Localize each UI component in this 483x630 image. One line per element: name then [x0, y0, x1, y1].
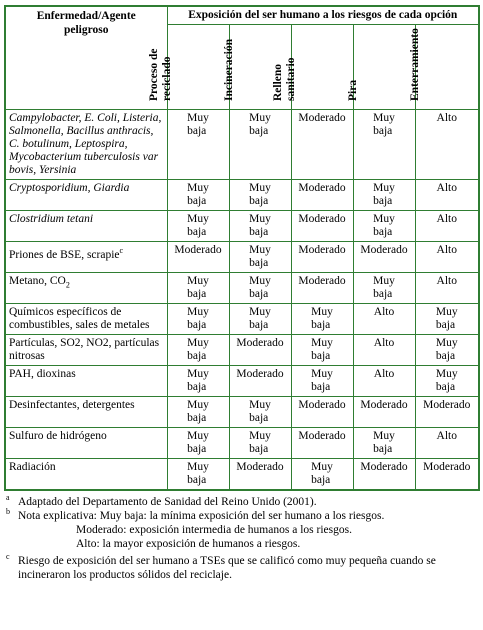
agent-footnote-mark: c	[119, 246, 124, 255]
exposure-value: Muy baja	[311, 461, 333, 486]
table-row	[5, 110, 479, 180]
option-column-header	[271, 25, 353, 110]
exposure-value: Muy baja	[187, 399, 209, 424]
exposure-value: Muy baja	[311, 337, 333, 362]
exposure-cell	[291, 273, 353, 304]
agent-label: PAH, dioxinas	[9, 368, 76, 380]
exposure-cell	[229, 273, 291, 304]
exposure-cell	[229, 304, 291, 335]
exposure-cell	[167, 180, 229, 211]
exposure-cell	[229, 180, 291, 211]
table-row	[5, 366, 479, 397]
option-label-line1: Pira	[346, 79, 359, 101]
option-column-label	[347, 25, 360, 101]
exposure-cell	[291, 242, 353, 273]
agent-label: Químicos específicos de combustibles, sales de metales	[9, 306, 150, 331]
exposure-cell	[291, 304, 353, 335]
table-row	[5, 397, 479, 428]
option-column-label	[223, 25, 236, 101]
exposure-cell	[415, 180, 479, 211]
agent-header-line2: peligroso	[63, 24, 109, 36]
exposure-cell	[291, 110, 353, 180]
agent-column-header	[5, 6, 167, 110]
agent-label: Campylobacter, E. Coli, Listeria, Salmonella, Bacillus anthracis, C. botulinum, Leptospira, Mycobacterium tuberculosis var bovis, Yersinia	[9, 112, 162, 176]
exposure-cell	[229, 110, 291, 180]
option-column-header	[147, 25, 229, 110]
exposure-cell	[415, 242, 479, 273]
exposure-value: Alto	[436, 430, 457, 442]
option-label-line1: Enterramiento	[408, 28, 421, 101]
exposure-cell	[415, 459, 479, 491]
exposure-value: Moderado	[174, 244, 222, 256]
agent-header-line1: Enfermedad/Agente	[36, 10, 136, 22]
agent-cell	[5, 459, 167, 491]
exposure-value: Muy baja	[249, 112, 271, 137]
footnote-c-text: Riesgo de exposición del ser humano a TSEs que se calificó como muy pequeña cuando se incineraron los productos sólidos del reciclaje.	[18, 555, 436, 581]
exposure-cell	[229, 428, 291, 459]
exposure-cell	[415, 110, 479, 180]
exposure-value: Moderado	[298, 182, 346, 194]
agent-cell	[5, 242, 167, 273]
exposure-value: Alto	[373, 306, 395, 318]
exposure-cell	[229, 335, 291, 366]
exposure-cell	[229, 211, 291, 242]
footnote-b-mark: b	[6, 507, 10, 516]
option-column-label	[409, 25, 422, 101]
exposure-value: Moderado	[423, 461, 471, 473]
exposure-value: Muy baja	[187, 182, 209, 207]
exposure-cell	[415, 335, 479, 366]
agent-label: Cryptosporidium, Giardia	[9, 182, 130, 194]
exposure-value: Alto	[436, 244, 457, 256]
exposure-value: Muy baja	[435, 337, 458, 362]
exposure-cell	[353, 180, 415, 211]
exposure-value: Muy baja	[373, 112, 395, 137]
option-label-line1: Relleno	[271, 63, 284, 101]
exposure-cell	[353, 242, 415, 273]
exposure-cell	[353, 428, 415, 459]
footnote-b	[4, 509, 478, 523]
exposure-cell	[167, 110, 229, 180]
exposure-cell	[291, 428, 353, 459]
exposure-value: Alto	[373, 368, 395, 380]
exposure-cell	[291, 335, 353, 366]
exposure-value: Moderado	[423, 399, 471, 411]
exposure-header: Exposición del ser humano a los riesgos de cada opción	[167, 6, 479, 25]
exposure-cell	[353, 397, 415, 428]
exposure-cell	[167, 273, 229, 304]
exposure-value: Muy baja	[249, 399, 271, 424]
exposure-value: Muy baja	[311, 306, 333, 331]
exposure-value: Muy baja	[187, 275, 209, 300]
exposure-value: Alto	[436, 182, 457, 194]
exposure-cell	[167, 211, 229, 242]
footnote-c	[4, 554, 478, 582]
table-body	[5, 110, 479, 491]
exposure-value: Muy baja	[373, 275, 395, 300]
option-label-line1: Incineración	[222, 39, 235, 101]
agent-cell	[5, 304, 167, 335]
option-label-line2: sanitario	[284, 57, 297, 101]
exposure-cell	[353, 459, 415, 491]
option-column-header	[408, 25, 479, 110]
exposure-cell	[291, 211, 353, 242]
exposure-cell	[167, 459, 229, 491]
exposure-value: Alto	[436, 213, 457, 225]
agent-label: Desinfectantes, detergentes	[9, 399, 135, 411]
footnote-b-line2: Moderado: exposición intermedia de humanos a los riesgos.	[76, 524, 352, 536]
exposure-value: Muy baja	[249, 213, 271, 238]
exposure-value: Muy baja	[373, 182, 395, 207]
exposure-value: Moderado	[298, 399, 346, 411]
exposure-value: Muy baja	[187, 112, 209, 137]
exposure-value: Moderado	[298, 213, 346, 225]
exposure-value: Muy baja	[373, 213, 395, 238]
exposure-cell	[353, 366, 415, 397]
exposure-cell	[167, 242, 229, 273]
exposure-cell	[167, 397, 229, 428]
agent-cell	[5, 397, 167, 428]
exposure-value: Muy baja	[187, 368, 209, 393]
exposure-value: Alto	[373, 337, 395, 349]
agent-cell	[5, 110, 167, 180]
footnote-c-mark: c	[6, 552, 10, 561]
exposure-cell	[291, 180, 353, 211]
exposure-cell	[291, 366, 353, 397]
footnote-a	[4, 495, 478, 509]
table-row	[5, 335, 479, 366]
exposure-cell	[415, 273, 479, 304]
agent-cell	[5, 211, 167, 242]
exposure-cell	[415, 366, 479, 397]
document-page	[4, 5, 478, 582]
exposure-value: Moderado	[360, 244, 408, 256]
exposure-value: Muy baja	[187, 306, 209, 331]
table-row	[5, 459, 479, 491]
exposure-cell	[167, 335, 229, 366]
exposure-cell	[229, 397, 291, 428]
exposure-cell	[291, 459, 353, 491]
exposure-cell	[167, 428, 229, 459]
exposure-value: Moderado	[298, 112, 346, 124]
exposure-value: Muy baja	[249, 306, 271, 331]
exposure-cell	[415, 428, 479, 459]
exposure-value: Alto	[436, 112, 457, 124]
exposure-value: Muy baja	[187, 337, 209, 362]
exposure-value: Muy baja	[187, 213, 209, 238]
risk-exposure-table	[4, 5, 480, 491]
agent-label: Priones de BSE, scrapie	[9, 248, 120, 261]
option-column-label	[272, 25, 298, 101]
exposure-cell	[415, 397, 479, 428]
agent-subscript: 2	[65, 280, 70, 290]
exposure-cell	[353, 211, 415, 242]
agent-label: Clostridium tetani	[9, 213, 94, 225]
table-row	[5, 180, 479, 211]
footnote-b-text: Nota explicativa: Muy baja: la mínima exposición del ser humano a los riesgos.	[18, 510, 385, 522]
exposure-value: Alto	[436, 275, 457, 287]
agent-cell	[5, 335, 167, 366]
option-column-header	[346, 25, 415, 110]
exposure-value: Muy baja	[373, 430, 395, 455]
footnotes	[4, 495, 478, 582]
exposure-value: Muy baja	[187, 461, 209, 486]
exposure-value: Muy baja	[249, 182, 271, 207]
exposure-value: Moderado	[298, 430, 346, 442]
exposure-cell	[229, 366, 291, 397]
agent-cell	[5, 428, 167, 459]
footnote-b-line3: Alto: la mayor exposición de humanos a riesgos.	[76, 538, 301, 550]
exposure-value: Muy baja	[435, 306, 458, 331]
exposure-cell	[353, 304, 415, 335]
agent-cell	[5, 273, 167, 304]
exposure-value: Muy baja	[435, 368, 458, 393]
exposure-value: Moderado	[236, 461, 284, 473]
exposure-cell	[229, 242, 291, 273]
footnote-a-mark: a	[6, 493, 10, 502]
agent-cell	[5, 366, 167, 397]
exposure-cell	[167, 304, 229, 335]
exposure-value: Moderado	[236, 368, 284, 380]
exposure-value: Moderado	[298, 244, 346, 256]
footnote-a-text: Adaptado del Departamento de Sanidad del Reino Unido (2001).	[18, 496, 317, 508]
exposure-cell	[353, 273, 415, 304]
table-row	[5, 428, 479, 459]
option-column-label	[148, 25, 174, 101]
exposure-value: Moderado	[360, 399, 408, 411]
option-label-line2: reciclado	[160, 56, 173, 101]
exposure-value: Muy baja	[311, 368, 333, 393]
table-row	[5, 273, 479, 304]
exposure-cell	[167, 366, 229, 397]
exposure-cell	[229, 459, 291, 491]
exposure-cell	[353, 335, 415, 366]
exposure-value: Muy baja	[249, 244, 271, 269]
agent-label: Metano, CO	[9, 275, 66, 287]
exposure-value: Muy baja	[249, 430, 271, 455]
exposure-value: Moderado	[236, 337, 284, 349]
table-row	[5, 242, 479, 273]
agent-label: Sulfuro de hidrógeno	[9, 430, 107, 442]
exposure-value: Moderado	[298, 275, 346, 287]
agent-cell	[5, 180, 167, 211]
exposure-cell	[291, 397, 353, 428]
agent-label: Radiación	[9, 461, 56, 473]
table-row	[5, 211, 479, 242]
exposure-cell	[353, 110, 415, 180]
exposure-cell	[415, 211, 479, 242]
exposure-value: Moderado	[360, 461, 408, 473]
option-label-line1: Proceso de	[147, 48, 160, 101]
exposure-cell	[415, 304, 479, 335]
exposure-value: Muy baja	[249, 275, 271, 300]
agent-label: Partículas, SO2, NO2, partículas nitrosas	[9, 337, 160, 362]
table-row	[5, 304, 479, 335]
exposure-value: Muy baja	[187, 430, 209, 455]
